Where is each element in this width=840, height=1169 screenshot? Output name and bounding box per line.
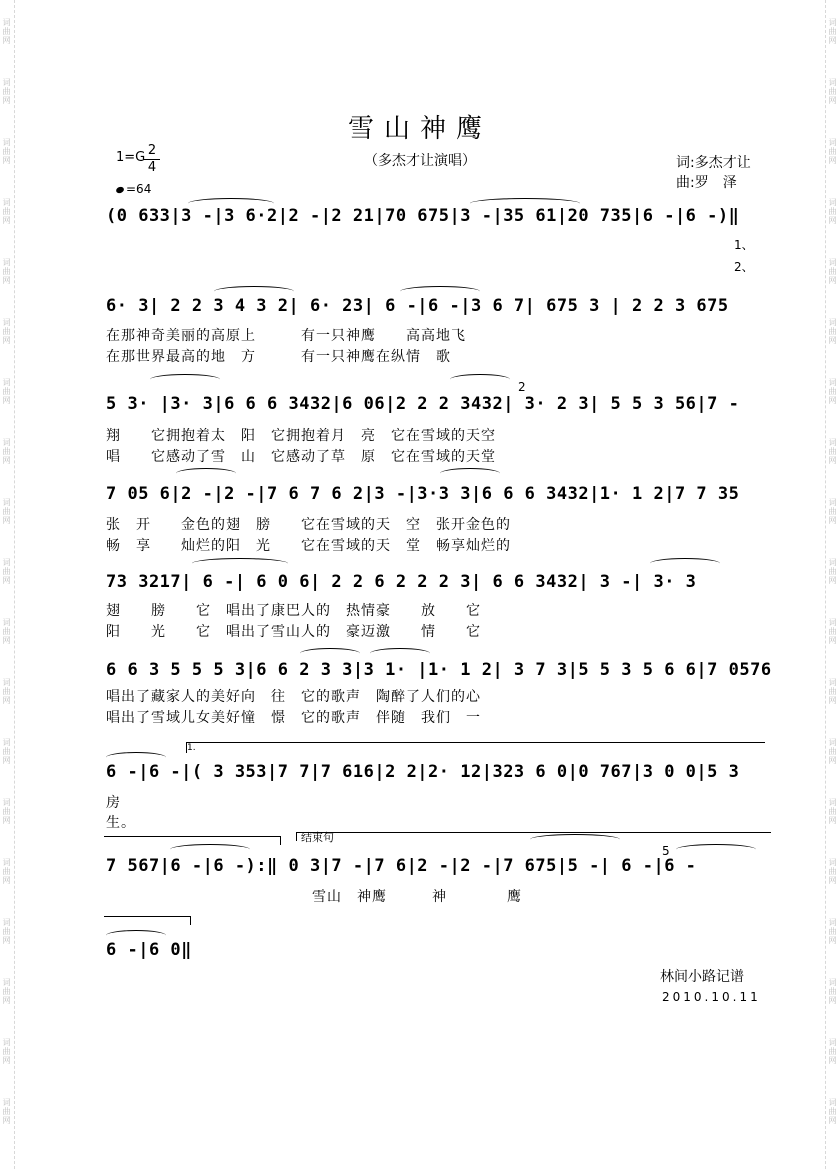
watermark-text: 词曲网 [828, 17, 837, 45]
notation-line-3: 7 05 6|2 -|2 -|7 6 7 6 2|3 -|3·3 3|6 6 6 3432|1· 1 2|7 7 35 [106, 484, 740, 504]
slur-arc [150, 374, 220, 385]
watermark-text: 词曲网 [2, 17, 11, 45]
first-ending-bracket [186, 742, 765, 753]
notation-line-1: 6· 3| 2 2 3 4 3 2| 6· 23| 6 -|6 -|3 6 7| 675 3 | 2 2 3 675 [106, 296, 729, 316]
watermark-text: 词曲网 [828, 437, 837, 465]
verse-marker-1: 1、 [734, 238, 754, 252]
lyric-line-3-verse-2: 畅 享 灿烂的阳 光 它在雪域的天 堂 畅享灿烂的 [106, 538, 511, 554]
watermark-text: 词曲网 [2, 137, 11, 165]
notation-line-5: 6 6 3 5 5 5 3|6 6 2 3 3|3 1· |1· 1 2| 3 7 3|5 5 3 5 6 6|7 0576 [106, 660, 772, 680]
time-signature-top: 2 [147, 143, 157, 158]
transcription-date: 2010.10.11 [662, 990, 761, 1004]
coda-label: 结束句 [301, 831, 334, 844]
notation-line-7: 7 567|6 -|6 -):‖ 0 3|7 -|7 6|2 -|2 -|7 675|5 -| 6 -|6 - [106, 856, 697, 876]
lyric-line-5-verse-2: 唱出了雪域儿女美好憧 憬 它的歌声 伴随 我们 一 [106, 710, 481, 726]
watermark-text: 词曲网 [2, 977, 11, 1005]
watermark-text: 词曲网 [2, 557, 11, 585]
tempo-marking [116, 182, 151, 196]
lyric-line-1-verse-2: 在那世界最高的地 方 有一只神鹰在纵情 歌 [106, 349, 451, 365]
watermark-text: 词曲网 [828, 377, 837, 405]
watermark-text: 词曲网 [2, 737, 11, 765]
watermark-text: 词曲网 [2, 257, 11, 285]
notation-line-6: 6 -|6 -|( 3 353|7 7|7 616|2 2|2· 12|323 6 0|0 767|3 0 0|5 3 [106, 762, 740, 782]
notation-line-intro: (0 633|3 -|3 6·2|2 -|2 21|70 675|3 -|35 61|20 735|6 -|6 -)‖ [106, 206, 740, 226]
watermark-text: 词曲网 [828, 917, 837, 945]
slur-arc [370, 648, 430, 659]
watermark-text: 词曲网 [2, 377, 11, 405]
slur-arc [530, 834, 620, 845]
lyric-line-5-verse-1: 唱出了藏家人的美好向 往 它的歌声 陶醉了人们的心 [106, 689, 481, 705]
watermark-text: 词曲网 [828, 137, 837, 165]
breath-mark: 5 [662, 844, 670, 858]
verse-marker-2: 2、 [734, 260, 754, 274]
watermark-text: 词曲网 [2, 917, 11, 945]
slur-arc [176, 468, 236, 479]
slur-arc [676, 844, 756, 855]
first-ending-label: 1. [187, 743, 196, 753]
watermark-text: 词曲网 [2, 857, 11, 885]
slur-arc [192, 558, 288, 569]
watermark-text: 词曲网 [828, 497, 837, 525]
slur-arc [170, 844, 250, 855]
watermark-text: 词曲网 [828, 977, 837, 1005]
slur-arc [650, 558, 720, 569]
watermark-text: 词曲网 [828, 257, 837, 285]
watermark-text: 词曲网 [2, 197, 11, 225]
watermark-text: 词曲网 [2, 677, 11, 705]
lyricist-credit: 词:多杰才让 [676, 155, 751, 171]
lyric-line-4-verse-2: 阳 光 它 唱出了雪山人的 豪迈激 情 它 [106, 624, 481, 640]
watermark-text: 词曲网 [2, 317, 11, 345]
slur-arc [440, 468, 500, 479]
transcriber-credit: 林间小路记谱 [660, 969, 744, 985]
song-subtitle: （多杰才让演唱） [364, 153, 476, 169]
final-bracket [104, 916, 191, 925]
left-margin-watermark [0, 0, 15, 1169]
watermark-text: 词曲网 [828, 857, 837, 885]
watermark-text: 词曲网 [828, 797, 837, 825]
lyric-line-3-verse-1: 张 开 金色的翅 膀 它在雪域的天 空 张开金色的 [106, 517, 511, 533]
lyric-line-7: 雪山 神鹰 神 鹰 [312, 889, 522, 905]
time-signature-bottom: 4 [144, 159, 160, 176]
breath-mark: 2 [518, 380, 526, 394]
watermark-text: 词曲网 [2, 797, 11, 825]
lyric-line-6-verse-1: 房 [106, 795, 121, 811]
notation-line-4: 73 3217| 6 -| 6 0 6| 2 2 6 2 2 2 3| 6 6 3432| 3 -| 3· 3 [106, 572, 697, 592]
slur-arc [450, 374, 510, 385]
slur-arc [300, 648, 360, 659]
watermark-text: 词曲网 [828, 197, 837, 225]
lyric-line-4-verse-1: 翅 膀 它 唱出了康巴人的 热情豪 放 它 [106, 603, 481, 619]
watermark-text: 词曲网 [2, 1037, 11, 1065]
lyric-line-2-verse-2: 唱 它感动了雪 山 它感动了草 原 它在雪域的天堂 [106, 449, 496, 465]
song-title: 雪山神鹰 [347, 114, 492, 144]
watermark-text: 词曲网 [2, 1097, 11, 1125]
time-signature [144, 143, 160, 176]
watermark-text: 词曲网 [828, 617, 837, 645]
composer-credit: 曲:罗 泽 [676, 175, 737, 191]
tempo-value: =64 [126, 182, 152, 196]
watermark-text: 词曲网 [828, 677, 837, 705]
watermark-text: 词曲网 [828, 317, 837, 345]
watermark-text: 词曲网 [2, 497, 11, 525]
lyric-line-2-verse-1: 翔 它拥抱着太 阳 它拥抱着月 亮 它在雪域的天空 [106, 428, 496, 444]
key-signature: 1=G [116, 150, 146, 165]
watermark-text: 词曲网 [828, 1097, 837, 1125]
watermark-text: 词曲网 [2, 617, 11, 645]
watermark-text: 词曲网 [828, 737, 837, 765]
watermark-text: 词曲网 [828, 1037, 837, 1065]
watermark-text: 词曲网 [2, 77, 11, 105]
lyric-line-1-verse-1: 在那神奇美丽的高原上 有一只神鹰 高高地飞 [106, 328, 466, 344]
watermark-text: 词曲网 [2, 437, 11, 465]
right-margin-watermark [825, 0, 840, 1169]
watermark-text: 词曲网 [828, 557, 837, 585]
quarter-note-icon [115, 186, 125, 194]
notation-line-2: 5 3· |3· 3|6 6 6 3432|6 06|2 2 2 3432| 3· 2 3| 5 5 3 56|7 - [106, 394, 740, 414]
watermark-text: 词曲网 [828, 77, 837, 105]
lyric-line-6-verse-2: 生。 [106, 815, 136, 831]
notation-line-8: 6 -|6 0‖ [106, 940, 192, 960]
